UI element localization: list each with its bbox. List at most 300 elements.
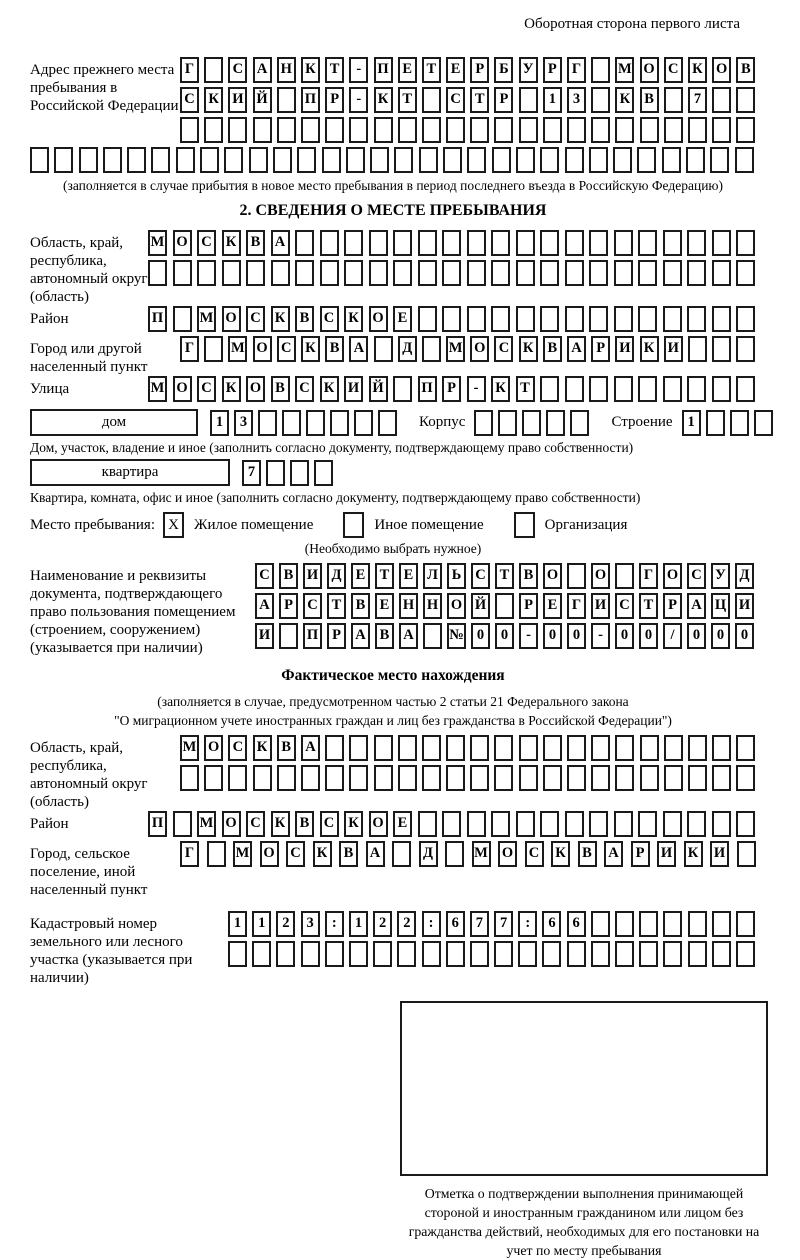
char-cell[interactable]: В	[295, 811, 314, 837]
char-cell[interactable]	[591, 911, 610, 937]
char-cell[interactable]	[565, 306, 584, 332]
char-cell[interactable]	[687, 811, 706, 837]
char-cell[interactable]: С	[228, 735, 247, 761]
char-cell[interactable]	[615, 735, 634, 761]
char-cell[interactable]: С	[525, 841, 544, 867]
char-cell[interactable]: К	[640, 336, 659, 362]
char-cell[interactable]: Ь	[447, 563, 466, 589]
char-cell[interactable]	[422, 765, 441, 791]
char-cell[interactable]	[301, 941, 320, 967]
char-cell[interactable]	[687, 306, 706, 332]
char-cell[interactable]	[589, 376, 608, 402]
char-cell[interactable]	[103, 147, 122, 173]
char-cell[interactable]	[565, 147, 584, 173]
char-cell[interactable]: М	[615, 57, 634, 83]
char-cell[interactable]	[491, 306, 510, 332]
char-cell[interactable]	[446, 117, 465, 143]
char-cell[interactable]: К	[271, 811, 290, 837]
char-cell[interactable]	[687, 376, 706, 402]
char-cell[interactable]	[710, 147, 729, 173]
char-cell[interactable]	[570, 410, 589, 436]
char-cell[interactable]: Г	[639, 563, 658, 589]
char-cell[interactable]	[540, 230, 559, 256]
char-cell[interactable]	[664, 87, 683, 113]
char-cell[interactable]	[589, 811, 608, 837]
char-cell[interactable]: У	[519, 57, 538, 83]
char-cell[interactable]	[320, 260, 339, 286]
char-cell[interactable]: А	[349, 336, 368, 362]
checkbox-inoe[interactable]	[343, 512, 364, 538]
char-cell[interactable]: В	[295, 306, 314, 332]
char-cell[interactable]: К	[615, 87, 634, 113]
char-cell[interactable]: М	[197, 306, 216, 332]
char-cell[interactable]: 2	[373, 911, 392, 937]
char-cell[interactable]: К	[253, 735, 272, 761]
char-cell[interactable]: 7	[494, 911, 513, 937]
char-cell[interactable]	[736, 735, 755, 761]
char-cell[interactable]	[397, 941, 416, 967]
char-cell[interactable]	[373, 941, 392, 967]
char-cell[interactable]: О	[591, 563, 610, 589]
char-cell[interactable]	[591, 57, 610, 83]
char-cell[interactable]: А	[255, 593, 274, 619]
char-cell[interactable]	[173, 306, 192, 332]
char-cell[interactable]: Г	[180, 336, 199, 362]
char-cell[interactable]	[640, 765, 659, 791]
char-cell[interactable]: С	[320, 811, 339, 837]
char-cell[interactable]	[640, 735, 659, 761]
char-cell[interactable]	[344, 260, 363, 286]
char-cell[interactable]	[491, 230, 510, 256]
char-cell[interactable]	[474, 410, 493, 436]
char-cell[interactable]: Р	[327, 623, 346, 649]
char-cell[interactable]: С	[255, 563, 274, 589]
char-cell[interactable]	[516, 811, 535, 837]
char-cell[interactable]: -	[467, 376, 486, 402]
char-cell[interactable]	[442, 260, 461, 286]
char-cell[interactable]	[686, 147, 705, 173]
char-cell[interactable]	[540, 376, 559, 402]
char-cell[interactable]: П	[148, 306, 167, 332]
char-cell[interactable]: О	[369, 306, 388, 332]
char-cell[interactable]	[730, 410, 749, 436]
char-cell[interactable]: В	[519, 563, 538, 589]
char-cell[interactable]: Е	[393, 306, 412, 332]
char-cell[interactable]: Р	[663, 593, 682, 619]
char-cell[interactable]: А	[399, 623, 418, 649]
char-cell[interactable]	[422, 336, 441, 362]
char-cell[interactable]: -	[519, 623, 538, 649]
char-cell[interactable]	[443, 147, 462, 173]
char-cell[interactable]	[567, 941, 586, 967]
char-cell[interactable]	[295, 260, 314, 286]
char-cell[interactable]	[374, 765, 393, 791]
char-cell[interactable]: 7	[688, 87, 707, 113]
char-cell[interactable]: С	[246, 811, 265, 837]
char-cell[interactable]: В	[277, 735, 296, 761]
char-cell[interactable]	[306, 410, 325, 436]
char-cell[interactable]: П	[418, 376, 437, 402]
char-cell[interactable]	[516, 306, 535, 332]
char-cell[interactable]: О	[222, 811, 241, 837]
char-cell[interactable]: В	[271, 376, 290, 402]
char-cell[interactable]	[522, 410, 541, 436]
char-cell[interactable]	[712, 336, 731, 362]
char-cell[interactable]: Е	[393, 811, 412, 837]
char-cell[interactable]	[735, 147, 754, 173]
char-cell[interactable]: 6	[446, 911, 465, 937]
char-cell[interactable]	[663, 260, 682, 286]
char-cell[interactable]	[204, 765, 223, 791]
char-cell[interactable]	[687, 230, 706, 256]
char-cell[interactable]	[591, 87, 610, 113]
char-cell[interactable]	[273, 147, 292, 173]
char-cell[interactable]	[470, 941, 489, 967]
char-cell[interactable]: Й	[253, 87, 272, 113]
char-cell[interactable]	[330, 410, 349, 436]
char-cell[interactable]: И	[657, 841, 676, 867]
char-cell[interactable]	[712, 941, 731, 967]
char-cell[interactable]	[301, 765, 320, 791]
char-cell[interactable]: С	[197, 230, 216, 256]
char-cell[interactable]	[374, 735, 393, 761]
char-cell[interactable]	[197, 260, 216, 286]
char-cell[interactable]: В	[375, 623, 394, 649]
char-cell[interactable]	[589, 147, 608, 173]
char-cell[interactable]	[640, 117, 659, 143]
char-cell[interactable]	[663, 230, 682, 256]
char-cell[interactable]	[249, 147, 268, 173]
char-cell[interactable]: И	[591, 593, 610, 619]
char-cell[interactable]: Р	[442, 376, 461, 402]
char-cell[interactable]: А	[301, 735, 320, 761]
char-cell[interactable]: :	[325, 911, 344, 937]
char-cell[interactable]	[418, 306, 437, 332]
char-cell[interactable]: О	[260, 841, 279, 867]
char-cell[interactable]	[369, 260, 388, 286]
char-cell[interactable]: 0	[543, 623, 562, 649]
char-cell[interactable]: Г	[567, 57, 586, 83]
char-cell[interactable]	[470, 765, 489, 791]
char-cell[interactable]: А	[366, 841, 385, 867]
char-cell[interactable]: С	[494, 336, 513, 362]
char-cell[interactable]	[325, 765, 344, 791]
char-cell[interactable]	[325, 941, 344, 967]
char-cell[interactable]: В	[640, 87, 659, 113]
char-cell[interactable]	[491, 260, 510, 286]
char-cell[interactable]: -	[349, 57, 368, 83]
char-cell[interactable]	[467, 230, 486, 256]
char-cell[interactable]: О	[640, 57, 659, 83]
char-cell[interactable]: В	[351, 593, 370, 619]
char-cell[interactable]: О	[470, 336, 489, 362]
char-cell[interactable]: /	[663, 623, 682, 649]
char-cell[interactable]: К	[222, 376, 241, 402]
char-cell[interactable]	[542, 941, 561, 967]
char-cell[interactable]	[398, 117, 417, 143]
char-cell[interactable]	[180, 117, 199, 143]
char-cell[interactable]: Б	[494, 57, 513, 83]
char-cell[interactable]	[543, 117, 562, 143]
char-cell[interactable]	[325, 735, 344, 761]
char-cell[interactable]	[516, 230, 535, 256]
checkbox-organizatsiya[interactable]	[514, 512, 535, 538]
char-cell[interactable]: А	[604, 841, 623, 867]
char-cell[interactable]	[567, 563, 586, 589]
char-cell[interactable]	[378, 410, 397, 436]
char-cell[interactable]	[127, 147, 146, 173]
char-cell[interactable]: К	[301, 336, 320, 362]
char-cell[interactable]	[54, 147, 73, 173]
char-cell[interactable]: М	[148, 376, 167, 402]
char-cell[interactable]	[712, 735, 731, 761]
char-cell[interactable]	[495, 593, 514, 619]
char-cell[interactable]	[279, 623, 298, 649]
char-cell[interactable]: И	[255, 623, 274, 649]
char-cell[interactable]	[736, 230, 755, 256]
char-cell[interactable]: С	[320, 306, 339, 332]
char-cell[interactable]	[519, 87, 538, 113]
char-cell[interactable]	[320, 230, 339, 256]
char-cell[interactable]	[392, 841, 411, 867]
char-cell[interactable]: Р	[279, 593, 298, 619]
char-cell[interactable]: С	[295, 376, 314, 402]
char-cell[interactable]: Е	[375, 593, 394, 619]
char-cell[interactable]	[151, 147, 170, 173]
char-cell[interactable]: У	[711, 563, 730, 589]
char-cell[interactable]	[688, 941, 707, 967]
char-cell[interactable]: Д	[735, 563, 754, 589]
char-cell[interactable]: К	[301, 57, 320, 83]
char-cell[interactable]: Д	[419, 841, 438, 867]
char-cell[interactable]	[591, 735, 610, 761]
char-cell[interactable]: 3	[567, 87, 586, 113]
char-cell[interactable]	[519, 117, 538, 143]
char-cell[interactable]	[354, 410, 373, 436]
char-cell[interactable]: О	[173, 376, 192, 402]
char-cell[interactable]	[445, 841, 464, 867]
char-cell[interactable]	[314, 460, 333, 486]
char-cell[interactable]	[540, 811, 559, 837]
char-cell[interactable]: Г	[180, 841, 199, 867]
char-cell[interactable]: Р	[325, 87, 344, 113]
char-cell[interactable]: О	[543, 563, 562, 589]
char-cell[interactable]: В	[339, 841, 358, 867]
char-cell[interactable]: Т	[327, 593, 346, 619]
char-cell[interactable]	[344, 230, 363, 256]
char-cell[interactable]: О	[173, 230, 192, 256]
char-cell[interactable]: Т	[495, 563, 514, 589]
char-cell[interactable]	[639, 911, 658, 937]
char-cell[interactable]	[467, 147, 486, 173]
char-cell[interactable]: К	[491, 376, 510, 402]
char-cell[interactable]	[446, 941, 465, 967]
char-cell[interactable]	[567, 117, 586, 143]
char-cell[interactable]	[614, 306, 633, 332]
char-cell[interactable]	[546, 410, 565, 436]
char-cell[interactable]	[204, 57, 223, 83]
char-cell[interactable]: В	[279, 563, 298, 589]
char-cell[interactable]: С	[446, 87, 465, 113]
char-cell[interactable]	[349, 765, 368, 791]
char-cell[interactable]	[228, 941, 247, 967]
char-cell[interactable]: С	[197, 376, 216, 402]
char-cell[interactable]	[418, 811, 437, 837]
char-cell[interactable]: А	[567, 336, 586, 362]
char-cell[interactable]: М	[148, 230, 167, 256]
char-cell[interactable]	[589, 260, 608, 286]
char-cell[interactable]: В	[578, 841, 597, 867]
char-cell[interactable]	[467, 811, 486, 837]
char-cell[interactable]	[398, 765, 417, 791]
char-cell[interactable]	[418, 230, 437, 256]
char-cell[interactable]	[204, 336, 223, 362]
char-cell[interactable]: 7	[470, 911, 489, 937]
char-cell[interactable]	[712, 765, 731, 791]
char-cell[interactable]: Т	[470, 87, 489, 113]
char-cell[interactable]	[446, 765, 465, 791]
char-cell[interactable]: А	[351, 623, 370, 649]
char-cell[interactable]	[519, 765, 538, 791]
char-cell[interactable]	[446, 735, 465, 761]
char-cell[interactable]	[736, 87, 755, 113]
char-cell[interactable]: 6	[567, 911, 586, 937]
char-cell[interactable]	[687, 260, 706, 286]
char-cell[interactable]	[712, 306, 731, 332]
char-cell[interactable]	[591, 941, 610, 967]
char-cell[interactable]	[498, 410, 517, 436]
char-cell[interactable]: И	[615, 336, 634, 362]
char-cell[interactable]	[662, 147, 681, 173]
char-cell[interactable]: Т	[516, 376, 535, 402]
char-cell[interactable]: Й	[369, 376, 388, 402]
char-cell[interactable]: 2	[397, 911, 416, 937]
char-cell[interactable]: Р	[631, 841, 650, 867]
char-cell[interactable]: К	[519, 336, 538, 362]
char-cell[interactable]	[615, 563, 634, 589]
char-cell[interactable]	[422, 87, 441, 113]
char-cell[interactable]: И	[664, 336, 683, 362]
char-cell[interactable]	[637, 147, 656, 173]
char-cell[interactable]: И	[344, 376, 363, 402]
char-cell[interactable]: О	[663, 563, 682, 589]
char-cell[interactable]	[394, 147, 413, 173]
char-cell[interactable]	[252, 941, 271, 967]
char-cell[interactable]: Д	[327, 563, 346, 589]
checkbox-zhiloe[interactable]: X	[163, 512, 184, 538]
char-cell[interactable]	[398, 735, 417, 761]
char-cell[interactable]: О	[222, 306, 241, 332]
char-cell[interactable]: Е	[446, 57, 465, 83]
char-cell[interactable]: 1	[252, 911, 271, 937]
char-cell[interactable]	[754, 410, 773, 436]
char-cell[interactable]	[297, 147, 316, 173]
char-cell[interactable]: Н	[399, 593, 418, 619]
char-cell[interactable]: Г	[567, 593, 586, 619]
char-cell[interactable]	[565, 376, 584, 402]
char-cell[interactable]	[712, 811, 731, 837]
char-cell[interactable]: Е	[399, 563, 418, 589]
char-cell[interactable]: 0	[567, 623, 586, 649]
char-cell[interactable]	[224, 147, 243, 173]
char-cell[interactable]: 0	[495, 623, 514, 649]
char-cell[interactable]: Т	[325, 57, 344, 83]
char-cell[interactable]	[736, 336, 755, 362]
char-cell[interactable]	[688, 911, 707, 937]
char-cell[interactable]: К	[313, 841, 332, 867]
char-cell[interactable]: Д	[398, 336, 417, 362]
char-cell[interactable]	[688, 336, 707, 362]
char-cell[interactable]	[736, 941, 755, 967]
char-cell[interactable]	[277, 87, 296, 113]
char-cell[interactable]	[540, 306, 559, 332]
char-cell[interactable]	[736, 117, 755, 143]
char-cell[interactable]: С	[277, 336, 296, 362]
char-cell[interactable]	[614, 260, 633, 286]
char-cell[interactable]: К	[688, 57, 707, 83]
char-cell[interactable]	[374, 336, 393, 362]
char-cell[interactable]	[148, 260, 167, 286]
char-cell[interactable]: В	[246, 230, 265, 256]
char-cell[interactable]: Р	[470, 57, 489, 83]
char-cell[interactable]: К	[344, 811, 363, 837]
char-cell[interactable]	[663, 376, 682, 402]
char-cell[interactable]: М	[197, 811, 216, 837]
char-cell[interactable]	[567, 765, 586, 791]
char-cell[interactable]	[615, 941, 634, 967]
char-cell[interactable]	[663, 941, 682, 967]
char-cell[interactable]: :	[518, 911, 537, 937]
char-cell[interactable]	[258, 410, 277, 436]
char-cell[interactable]	[736, 376, 755, 402]
char-cell[interactable]: Л	[423, 563, 442, 589]
char-cell[interactable]: 0	[615, 623, 634, 649]
char-cell[interactable]: А	[271, 230, 290, 256]
char-cell[interactable]: С	[687, 563, 706, 589]
char-cell[interactable]: И	[710, 841, 729, 867]
char-cell[interactable]	[639, 941, 658, 967]
char-cell[interactable]: 6	[542, 911, 561, 937]
char-cell[interactable]	[422, 735, 441, 761]
char-cell[interactable]	[540, 147, 559, 173]
char-cell[interactable]: О	[204, 735, 223, 761]
char-cell[interactable]: Р	[494, 87, 513, 113]
char-cell[interactable]	[277, 117, 296, 143]
char-cell[interactable]	[295, 230, 314, 256]
char-cell[interactable]: О	[447, 593, 466, 619]
char-cell[interactable]: 7	[242, 460, 261, 486]
char-cell[interactable]: Е	[351, 563, 370, 589]
char-cell[interactable]: А	[687, 593, 706, 619]
char-cell[interactable]	[222, 260, 241, 286]
char-cell[interactable]: О	[253, 336, 272, 362]
char-cell[interactable]	[369, 230, 388, 256]
char-cell[interactable]: 1	[228, 911, 247, 937]
char-cell[interactable]: С	[180, 87, 199, 113]
char-cell[interactable]	[543, 765, 562, 791]
char-cell[interactable]	[688, 765, 707, 791]
char-cell[interactable]	[615, 765, 634, 791]
char-cell[interactable]: И	[228, 87, 247, 113]
char-cell[interactable]: Т	[422, 57, 441, 83]
char-cell[interactable]	[516, 260, 535, 286]
char-cell[interactable]	[712, 376, 731, 402]
char-cell[interactable]	[290, 460, 309, 486]
char-cell[interactable]: М	[228, 336, 247, 362]
char-cell[interactable]	[519, 735, 538, 761]
char-cell[interactable]	[276, 941, 295, 967]
char-cell[interactable]	[638, 376, 657, 402]
